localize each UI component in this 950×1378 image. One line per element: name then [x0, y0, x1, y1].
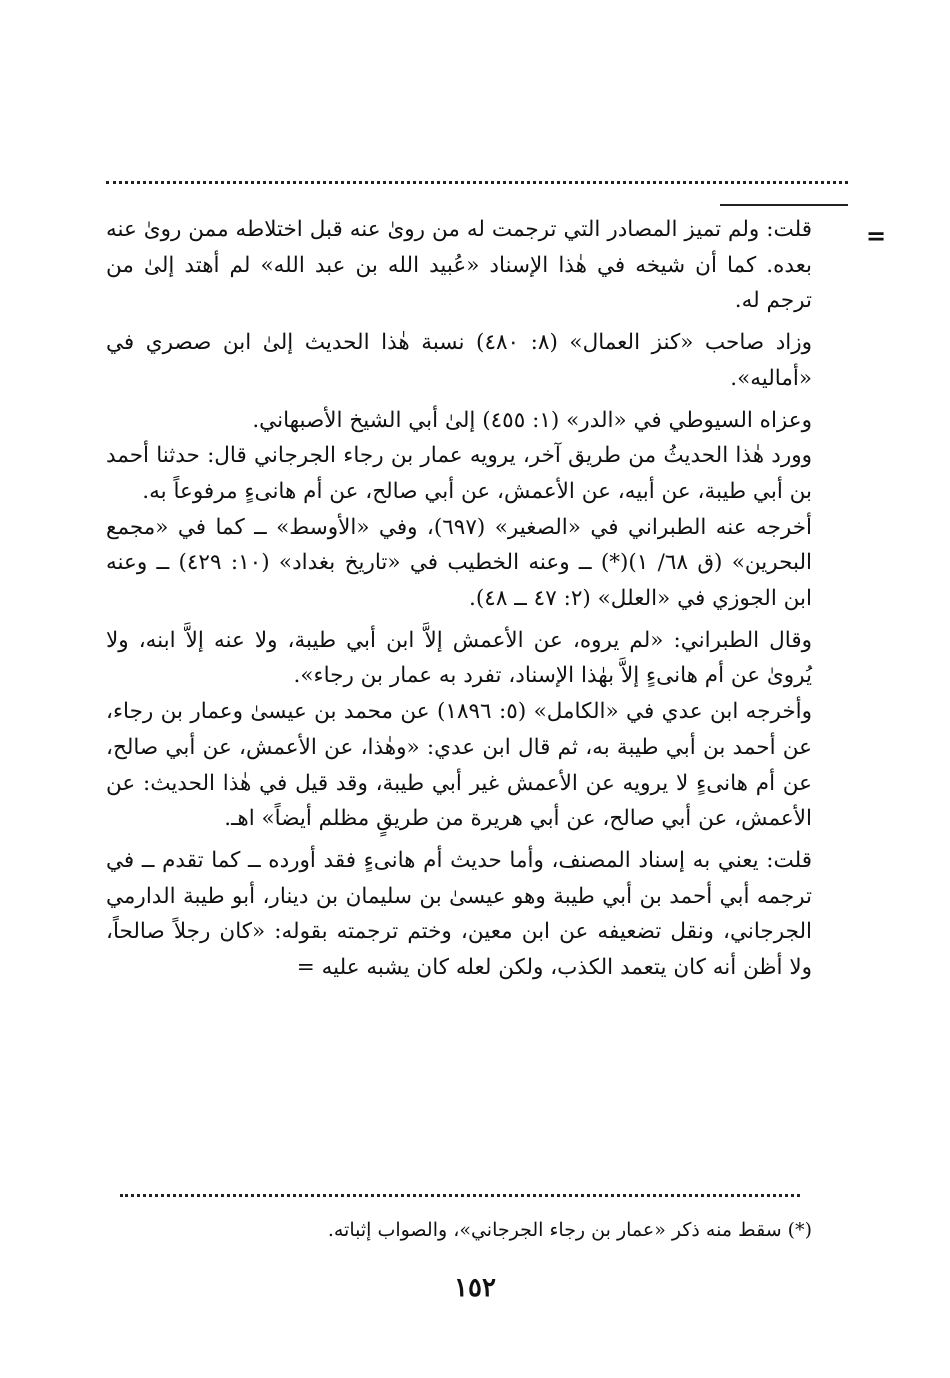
continuation-mark-top: = [866, 221, 887, 250]
paragraph-4: وورد هٰذا الحديثُ من طريق آخر، يرويه عمار بن رجاء الجرجاني قال: حدثنا أحمد بن أبي طيبة، عن أبيه، عن الأعمش، عن أبي صالح، عن أم هانىءٍ مرفوعاً به. [106, 443, 812, 504]
top-dotted-line [106, 181, 848, 184]
paragraph-6: وقال الطبراني: «لم يروه، عن الأعمش إلاَّ ابن أبي طيبة، ولا عنه إلاَّ ابنه، ولا يُروىٰ عن أم هانىءٍ إلاَّ بهٰذا الإسناد، تفرد به عمار بن رجاء». [106, 627, 812, 689]
paragraph-8: قلت: يعني به إسناد المصنف، وأما حديث أم هانىءٍ فقد أورده ــ كما تقدم ــ في ترجمه أبي أحمد بن أبي طيبة وهو عيسىٰ بن سليمان بن دينار، أبو طيبة الدارمي الجرجاني، ونقل تضعيفه عن ابن معين، وختم ترجمته بقوله: «كان رجلاً صالحاً، ولا أظن أنه كان يتعمد الكذب، ولكن لعله كان يشبه عليه = [106, 847, 812, 981]
top-solid-rule [720, 204, 848, 206]
footnote-dotted-line [120, 1194, 800, 1197]
page-number: ١٥٢ [454, 1273, 496, 1303]
paragraph-3: وعزاه السيوطي في «الدر» (١: ٤٥٥) إلىٰ أبي الشيخ الأصبهاني. [252, 407, 812, 433]
footnote: (*) سقط منه ذكر «عمار بن رجاء الجرجاني»، والصواب إثباته. [327, 1219, 812, 1241]
paragraph-1: قلت: ولم تميز المصادر التي ترجمت له من روىٰ عنه قبل اختلاطه ممن روىٰ عنه بعده. كما أن شيخه في هٰذا الإسناد «عُبيد الله بن عبد الله» لم أهتد إلىٰ من ترجم له. [106, 217, 812, 314]
paragraph-7: وأخرجه ابن عدي في «الكامل» (٥: ١٨٩٦) عن محمد بن عيسىٰ وعمار بن رجاء، عن أحمد بن أبي طيبة به، ثم قال ابن عدي: «وهٰذا، عن الأعمش، عن أبي صالح، عن أم هانىءٍ لا يرويه عن الأعمش غير أبي طيبة، وقد قيل في هٰذا الحديث: عن الأعمش، عن أبي صالح، عن أبي هريرة من طريقٍ مظلم أيضاً» اهـ. [106, 699, 813, 832]
paragraph-2: وزاد صاحب «كنز العمال» (٨: ٤٨٠) نسبة هٰذا الحديث إلىٰ ابن صصري في «أماليه». [106, 330, 813, 391]
paragraph-5: أخرجه عنه الطبراني في «الصغير» (٦٩٧)، وفي «الأوسط» ــ كما في «مجمع البحرين» (ق ٦٨/ ١)(*) ــ وعنه الخطيب في «تاريخ بغداد» (١٠: ٤٢٩) ــ وعنه ابن الجوزي في «العلل» (٢: ٤٧ ــ ٤٨). [106, 514, 813, 612]
main-text [106, 212, 812, 986]
